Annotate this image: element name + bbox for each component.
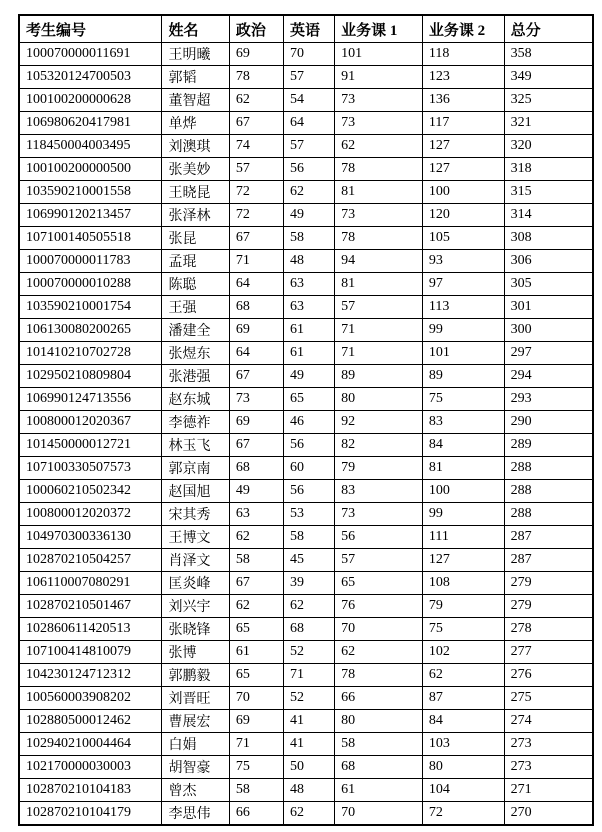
cell-total: 288: [504, 480, 593, 503]
cell-name: 曾杰: [162, 779, 229, 802]
cell-total: 300: [504, 319, 593, 342]
cell-sub1: 91: [335, 66, 423, 89]
cell-id: 100100200000500: [19, 158, 162, 181]
cell-id: 100100200000628: [19, 89, 162, 112]
cell-total: 279: [504, 595, 593, 618]
cell-pol: 62: [229, 595, 283, 618]
cell-pol: 58: [229, 779, 283, 802]
cell-sub2: 84: [422, 434, 504, 457]
table-row: [19, 411, 593, 434]
cell-pol: 69: [229, 710, 283, 733]
cell-total: 308: [504, 227, 593, 250]
cell-pol: 58: [229, 549, 283, 572]
cell-eng: 63: [284, 296, 335, 319]
cell-id: 100070000010288: [19, 273, 162, 296]
cell-eng: 58: [284, 227, 335, 250]
cell-total: 276: [504, 664, 593, 687]
cell-sub1: 81: [335, 273, 423, 296]
cell-pol: 69: [229, 319, 283, 342]
table-row: [19, 457, 593, 480]
cell-sub2: 100: [422, 181, 504, 204]
cell-name: 孟琨: [162, 250, 229, 273]
cell-eng: 49: [284, 204, 335, 227]
cell-sub2: 75: [422, 388, 504, 411]
cell-eng: 60: [284, 457, 335, 480]
cell-sub1: 70: [335, 618, 423, 641]
cell-id: 102950210809804: [19, 365, 162, 388]
cell-pol: 75: [229, 756, 283, 779]
cell-total: 273: [504, 733, 593, 756]
cell-sub2: 136: [422, 89, 504, 112]
cell-sub1: 73: [335, 112, 423, 135]
cell-id: 104970300336130: [19, 526, 162, 549]
table-row: [19, 66, 593, 89]
cell-sub1: 70: [335, 802, 423, 826]
cell-name: 王晓昆: [162, 181, 229, 204]
cell-name: 赵东城: [162, 388, 229, 411]
cell-eng: 49: [284, 365, 335, 388]
cell-id: 102870210501467: [19, 595, 162, 618]
cell-eng: 63: [284, 273, 335, 296]
cell-eng: 48: [284, 250, 335, 273]
cell-pol: 68: [229, 296, 283, 319]
cell-sub1: 94: [335, 250, 423, 273]
table-row: [19, 89, 593, 112]
cell-sub2: 127: [422, 135, 504, 158]
cell-id: 102870210104183: [19, 779, 162, 802]
table-row: [19, 227, 593, 250]
column-header-sub2: 业务课 2: [422, 15, 504, 43]
table-row: [19, 710, 593, 733]
cell-name: 郭鹏毅: [162, 664, 229, 687]
cell-total: 279: [504, 572, 593, 595]
cell-name: 李德祚: [162, 411, 229, 434]
cell-name: 张煜东: [162, 342, 229, 365]
table-row: [19, 319, 593, 342]
cell-sub1: 78: [335, 664, 423, 687]
cell-total: 278: [504, 618, 593, 641]
cell-eng: 65: [284, 388, 335, 411]
cell-name: 王强: [162, 296, 229, 319]
cell-total: 277: [504, 641, 593, 664]
table-body: [19, 43, 593, 826]
table-row: [19, 296, 593, 319]
cell-pol: 73: [229, 388, 283, 411]
cell-eng: 62: [284, 181, 335, 204]
cell-sub2: 99: [422, 319, 504, 342]
cell-total: 305: [504, 273, 593, 296]
table-row: [19, 549, 593, 572]
table-row: [19, 664, 593, 687]
cell-name: 王博文: [162, 526, 229, 549]
cell-total: 301: [504, 296, 593, 319]
cell-sub2: 87: [422, 687, 504, 710]
cell-sub1: 76: [335, 595, 423, 618]
column-header-name: 姓名: [162, 15, 229, 43]
cell-sub1: 61: [335, 779, 423, 802]
cell-eng: 57: [284, 66, 335, 89]
cell-pol: 62: [229, 89, 283, 112]
cell-sub1: 79: [335, 457, 423, 480]
cell-sub1: 73: [335, 503, 423, 526]
cell-pol: 74: [229, 135, 283, 158]
cell-eng: 61: [284, 342, 335, 365]
cell-total: 320: [504, 135, 593, 158]
cell-sub1: 80: [335, 710, 423, 733]
cell-id: 107100330507573: [19, 457, 162, 480]
cell-total: 273: [504, 756, 593, 779]
cell-pol: 67: [229, 112, 283, 135]
cell-id: 103590210001754: [19, 296, 162, 319]
cell-eng: 56: [284, 434, 335, 457]
table-row: [19, 388, 593, 411]
cell-eng: 68: [284, 618, 335, 641]
table-row: [19, 779, 593, 802]
cell-pol: 63: [229, 503, 283, 526]
cell-total: 358: [504, 43, 593, 66]
cell-name: 刘澳琪: [162, 135, 229, 158]
cell-id: 100070000011691: [19, 43, 162, 66]
cell-sub1: 82: [335, 434, 423, 457]
cell-name: 董智超: [162, 89, 229, 112]
cell-name: 李思伟: [162, 802, 229, 826]
cell-sub2: 79: [422, 595, 504, 618]
cell-eng: 46: [284, 411, 335, 434]
cell-sub1: 68: [335, 756, 423, 779]
cell-sub1: 80: [335, 388, 423, 411]
cell-pol: 67: [229, 365, 283, 388]
cell-name: 林玉飞: [162, 434, 229, 457]
cell-pol: 68: [229, 457, 283, 480]
table-row: [19, 595, 593, 618]
cell-pol: 64: [229, 273, 283, 296]
cell-sub2: 97: [422, 273, 504, 296]
cell-total: 293: [504, 388, 593, 411]
table-header: [19, 15, 593, 43]
table-row: [19, 802, 593, 826]
cell-sub1: 56: [335, 526, 423, 549]
cell-pol: 65: [229, 618, 283, 641]
cell-pol: 72: [229, 181, 283, 204]
cell-id: 107100140505518: [19, 227, 162, 250]
cell-sub2: 93: [422, 250, 504, 273]
cell-sub2: 84: [422, 710, 504, 733]
cell-sub1: 78: [335, 227, 423, 250]
cell-id: 100560003908202: [19, 687, 162, 710]
cell-sub2: 105: [422, 227, 504, 250]
cell-eng: 48: [284, 779, 335, 802]
cell-sub2: 72: [422, 802, 504, 826]
cell-id: 102170000030003: [19, 756, 162, 779]
cell-eng: 71: [284, 664, 335, 687]
column-header-sub1: 业务课 1: [335, 15, 423, 43]
cell-sub2: 123: [422, 66, 504, 89]
cell-sub2: 127: [422, 158, 504, 181]
cell-pol: 66: [229, 802, 283, 826]
cell-id: 101450000012721: [19, 434, 162, 457]
cell-total: 271: [504, 779, 593, 802]
cell-pol: 71: [229, 733, 283, 756]
cell-pol: 62: [229, 526, 283, 549]
cell-total: 315: [504, 181, 593, 204]
cell-id: 102870210104179: [19, 802, 162, 826]
cell-sub1: 66: [335, 687, 423, 710]
cell-pol: 71: [229, 250, 283, 273]
cell-eng: 62: [284, 595, 335, 618]
cell-sub1: 57: [335, 296, 423, 319]
cell-eng: 61: [284, 319, 335, 342]
cell-total: 289: [504, 434, 593, 457]
cell-total: 290: [504, 411, 593, 434]
table-row: [19, 618, 593, 641]
cell-id: 118450004003495: [19, 135, 162, 158]
cell-sub2: 81: [422, 457, 504, 480]
cell-total: 288: [504, 457, 593, 480]
cell-pol: 70: [229, 687, 283, 710]
cell-total: 306: [504, 250, 593, 273]
header-row: [19, 15, 593, 43]
cell-eng: 58: [284, 526, 335, 549]
cell-sub1: 78: [335, 158, 423, 181]
cell-sub1: 73: [335, 89, 423, 112]
cell-sub1: 57: [335, 549, 423, 572]
column-header-total: 总分: [504, 15, 593, 43]
cell-pol: 49: [229, 480, 283, 503]
cell-pol: 64: [229, 342, 283, 365]
cell-sub2: 62: [422, 664, 504, 687]
cell-name: 陈聪: [162, 273, 229, 296]
cell-pol: 69: [229, 411, 283, 434]
cell-id: 102940210004464: [19, 733, 162, 756]
table-row: [19, 480, 593, 503]
cell-id: 106980620417981: [19, 112, 162, 135]
cell-pol: 78: [229, 66, 283, 89]
cell-eng: 41: [284, 710, 335, 733]
cell-sub2: 108: [422, 572, 504, 595]
cell-sub2: 101: [422, 342, 504, 365]
table-row: [19, 756, 593, 779]
cell-sub2: 111: [422, 526, 504, 549]
cell-sub2: 99: [422, 503, 504, 526]
cell-sub1: 65: [335, 572, 423, 595]
cell-sub2: 100: [422, 480, 504, 503]
cell-sub2: 113: [422, 296, 504, 319]
cell-eng: 52: [284, 641, 335, 664]
cell-id: 102880500012462: [19, 710, 162, 733]
cell-pol: 57: [229, 158, 283, 181]
table-row: [19, 503, 593, 526]
cell-eng: 52: [284, 687, 335, 710]
cell-sub1: 83: [335, 480, 423, 503]
cell-eng: 56: [284, 158, 335, 181]
cell-sub1: 73: [335, 204, 423, 227]
cell-eng: 56: [284, 480, 335, 503]
cell-name: 张晓锋: [162, 618, 229, 641]
cell-total: 270: [504, 802, 593, 826]
cell-name: 肖泽文: [162, 549, 229, 572]
score-table: [18, 14, 594, 826]
column-header-eng: 英语: [284, 15, 335, 43]
cell-eng: 50: [284, 756, 335, 779]
table-row: [19, 135, 593, 158]
cell-pol: 69: [229, 43, 283, 66]
cell-pol: 65: [229, 664, 283, 687]
table-row: [19, 112, 593, 135]
cell-eng: 64: [284, 112, 335, 135]
cell-sub2: 102: [422, 641, 504, 664]
column-header-pol: 政治: [229, 15, 283, 43]
cell-sub2: 83: [422, 411, 504, 434]
cell-name: 刘晋旺: [162, 687, 229, 710]
cell-total: 318: [504, 158, 593, 181]
cell-name: 张博: [162, 641, 229, 664]
cell-name: 刘兴宇: [162, 595, 229, 618]
cell-total: 325: [504, 89, 593, 112]
cell-total: 287: [504, 526, 593, 549]
cell-id: 103590210001558: [19, 181, 162, 204]
cell-id: 106990124713556: [19, 388, 162, 411]
cell-id: 102860611420513: [19, 618, 162, 641]
cell-pol: 67: [229, 572, 283, 595]
cell-name: 单烨: [162, 112, 229, 135]
cell-pol: 67: [229, 227, 283, 250]
table-row: [19, 181, 593, 204]
cell-id: 100070000011783: [19, 250, 162, 273]
cell-name: 郭京南: [162, 457, 229, 480]
cell-sub1: 62: [335, 135, 423, 158]
cell-id: 101410210702728: [19, 342, 162, 365]
cell-pol: 67: [229, 434, 283, 457]
cell-sub2: 75: [422, 618, 504, 641]
cell-id: 100800012020372: [19, 503, 162, 526]
cell-total: 297: [504, 342, 593, 365]
table-row: [19, 204, 593, 227]
cell-total: 274: [504, 710, 593, 733]
cell-eng: 41: [284, 733, 335, 756]
cell-name: 王明曦: [162, 43, 229, 66]
cell-eng: 39: [284, 572, 335, 595]
cell-name: 赵国旭: [162, 480, 229, 503]
cell-name: 张美妙: [162, 158, 229, 181]
cell-id: 106130080200265: [19, 319, 162, 342]
cell-sub2: 118: [422, 43, 504, 66]
table-row: [19, 641, 593, 664]
cell-name: 胡智豪: [162, 756, 229, 779]
table-row: [19, 43, 593, 66]
cell-name: 匡炎峰: [162, 572, 229, 595]
cell-id: 105320124700503: [19, 66, 162, 89]
cell-eng: 54: [284, 89, 335, 112]
table-row: [19, 158, 593, 181]
cell-pol: 72: [229, 204, 283, 227]
cell-eng: 45: [284, 549, 335, 572]
cell-name: 张泽林: [162, 204, 229, 227]
cell-eng: 53: [284, 503, 335, 526]
cell-sub2: 120: [422, 204, 504, 227]
cell-total: 287: [504, 549, 593, 572]
table-row: [19, 526, 593, 549]
cell-id: 100060210502342: [19, 480, 162, 503]
cell-id: 104230124712312: [19, 664, 162, 687]
cell-eng: 62: [284, 802, 335, 826]
cell-sub1: 81: [335, 181, 423, 204]
cell-total: 349: [504, 66, 593, 89]
cell-sub1: 62: [335, 641, 423, 664]
cell-sub2: 127: [422, 549, 504, 572]
cell-id: 106990120213457: [19, 204, 162, 227]
cell-id: 107100414810079: [19, 641, 162, 664]
table-row: [19, 365, 593, 388]
table-row: [19, 342, 593, 365]
cell-id: 102870210504257: [19, 549, 162, 572]
cell-sub1: 101: [335, 43, 423, 66]
cell-total: 288: [504, 503, 593, 526]
cell-name: 张港强: [162, 365, 229, 388]
table-row: [19, 733, 593, 756]
cell-sub2: 103: [422, 733, 504, 756]
table-row: [19, 250, 593, 273]
cell-name: 宋其秀: [162, 503, 229, 526]
cell-sub1: 71: [335, 342, 423, 365]
cell-name: 张昆: [162, 227, 229, 250]
cell-total: 275: [504, 687, 593, 710]
cell-total: 314: [504, 204, 593, 227]
table-row: [19, 273, 593, 296]
cell-sub2: 104: [422, 779, 504, 802]
cell-sub2: 117: [422, 112, 504, 135]
cell-sub1: 92: [335, 411, 423, 434]
column-header-id: 考生编号: [19, 15, 162, 43]
cell-name: 潘建全: [162, 319, 229, 342]
table-row: [19, 687, 593, 710]
cell-sub1: 58: [335, 733, 423, 756]
cell-sub1: 89: [335, 365, 423, 388]
cell-pol: 61: [229, 641, 283, 664]
table-row: [19, 434, 593, 457]
cell-sub1: 71: [335, 319, 423, 342]
cell-total: 321: [504, 112, 593, 135]
table-row: [19, 572, 593, 595]
cell-name: 白娟: [162, 733, 229, 756]
cell-sub2: 80: [422, 756, 504, 779]
cell-name: 曹展宏: [162, 710, 229, 733]
cell-eng: 70: [284, 43, 335, 66]
cell-sub2: 89: [422, 365, 504, 388]
cell-id: 106110007080291: [19, 572, 162, 595]
cell-id: 100800012020367: [19, 411, 162, 434]
cell-eng: 57: [284, 135, 335, 158]
cell-name: 郭韬: [162, 66, 229, 89]
cell-total: 294: [504, 365, 593, 388]
